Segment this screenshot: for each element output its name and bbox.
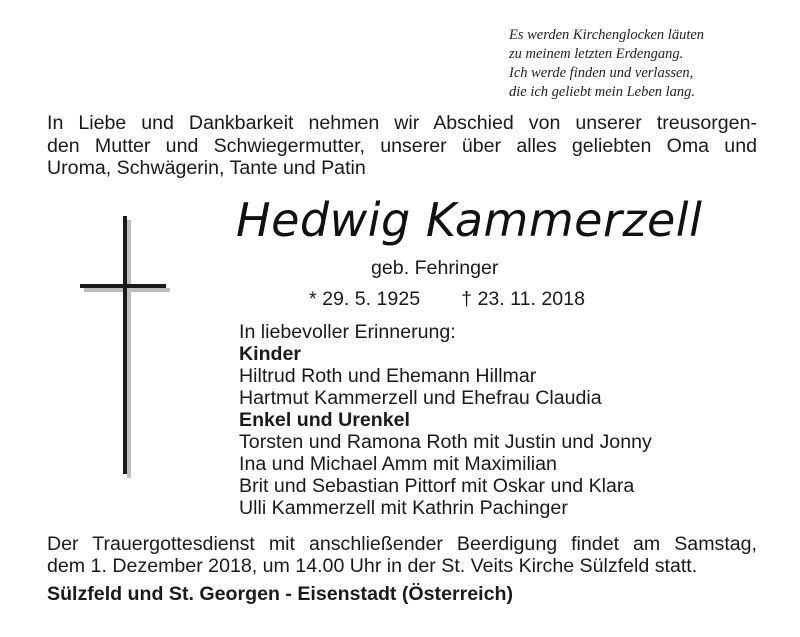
birth-date: * 29. 5. 1925 [309, 288, 421, 310]
mourner-entry: Hiltrud Roth und Ehemann Hillmar [239, 365, 537, 387]
life-dates [309, 287, 585, 311]
memory-line: In liebevoller Erinnerung: [239, 321, 456, 343]
intro-text [47, 112, 757, 180]
poem-line: Ich werde finden und verlassen, [509, 65, 694, 81]
place-line: Sülzfeld und St. Georgen - Eisenstadt (Österreich) [47, 583, 513, 605]
mourner-entry: Ulli Kammerzell mit Kathrin Pachinger [239, 497, 568, 519]
birth-name: geb. Fehringer [371, 257, 499, 279]
mourner-entry: Brit und Sebastian Pittorf mit Oskar und Klara [239, 475, 635, 497]
funeral-service-info [47, 533, 757, 577]
poem-line: die ich geliebt mein Leben lang. [509, 84, 696, 100]
mourner-entry: Hartmut Kammerzell und Ehefrau Claudia [239, 387, 602, 409]
cross-icon [80, 216, 170, 476]
deceased-name: Hedwig Kammerzell [236, 193, 703, 247]
grandchildren-heading: Enkel und Urenkel [239, 409, 410, 431]
intro-line: In Liebe und Dankbarkeit nehmen wir Abschied von unserer treusorgen- [47, 112, 757, 134]
poem-line: zu meinem letzten Erdengang. [509, 46, 684, 62]
poem-verse [509, 26, 759, 102]
intro-line: Uroma, Schwägerin, Tante und Patin [47, 157, 366, 179]
children-heading: Kinder [239, 343, 302, 365]
poem-line: Es werden Kirchenglocken läuten [509, 27, 705, 43]
mourners-list [239, 321, 759, 519]
mourner-entry: Ina und Michael Amm mit Maximilian [239, 453, 557, 475]
service-line: dem 1. Dezember 2018, um 14.00 Uhr in der St. Veits Kirche Sülzfeld statt. [47, 555, 698, 577]
death-date: † 23. 11. 2018 [461, 288, 585, 310]
intro-line: den Mutter und Schwiegermutter, unserer über alles geliebten Oma und [47, 134, 757, 157]
mourner-entry: Torsten und Ramona Roth mit Justin und Jonny [239, 431, 652, 453]
service-line: Der Trauergottesdienst mit anschließender Beerdigung findet am Samstag, [47, 533, 757, 555]
